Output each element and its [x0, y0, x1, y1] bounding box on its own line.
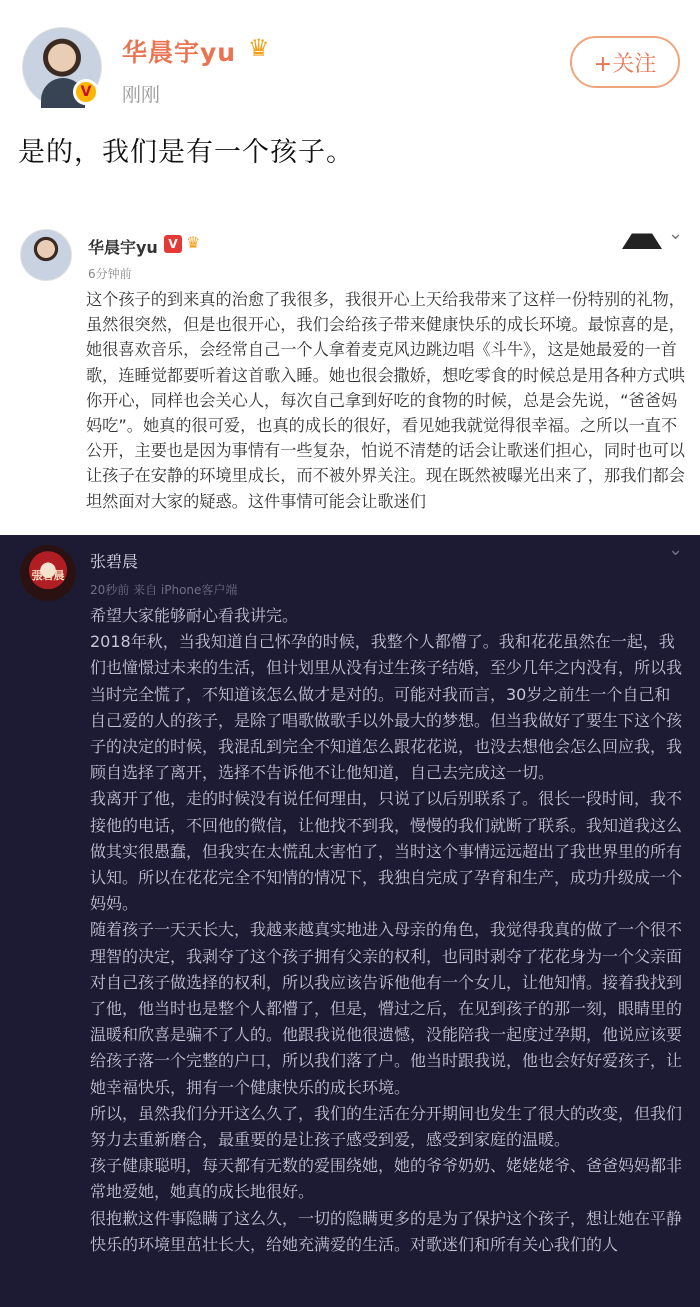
post-content [90, 603, 686, 1258]
repost-author-avatar[interactable] [20, 229, 72, 281]
crown-icon: ♛ [248, 34, 270, 62]
crown-icon: ♛ [186, 233, 201, 252]
dark-post [0, 535, 700, 1307]
chevron-down-icon[interactable]: ⌄ [668, 539, 684, 560]
post-content: 是的，我们是有一个孩子。 [18, 137, 354, 168]
paragraph: 很抱歉这件事隐瞒了这么久，一切的隐瞒更多的是为了保护这个孩子，想让她在平静快乐的环境里茁壮长大，给她充满爱的生活。对歌迷们和所有关心我们的人 [90, 1208, 683, 1254]
author-name[interactable]: 张碧晨 [90, 552, 139, 571]
paragraph: 我离开了他，走的时候没有说任何理由，只说了以后别联系了。很长一段时间，我不接他的电话，不回他的微信，让他找不到我，慢慢的我们就断了联系。我知道我这么做其实很愚蠢，但我实在太慌乱太害怕了，当时这个事情远远超出了我世界里的所有认知。所以在花花完全不知情的情况下，我独自完成了孕育和生产，成功升级成一个妈妈。 [90, 789, 683, 914]
repost-screenshot [0, 205, 700, 535]
paragraph: 随着孩子一天天长大，我越来越真实地进入母亲的角色，我觉得我真的做了一个很不理智的决定，我剥夺了这个孩子拥有父亲的权利，也同时剥夺了花花身为一个父亲面对自己孩子做选择的权利，所以我应该告诉他他有一个女儿，让他知情。接着我找到了他，他当时也是整个人都懵了，但是，懵过之后，在见到孩子的那一刻，眼睛里的温暖和欣喜是骗不了人的。他跟我说他很遗憾，没能陪我一起度过孕期，他说应该要给孩子落一个完整的户口，所以我们落了户。他当时跟我说，他也会好好爱孩子，让她幸福快乐，拥有一个健康快乐的成长环境。 [90, 920, 683, 1097]
post-time: 20秒前 来自 iPhone客户端 [90, 583, 238, 597]
chevron-down-icon[interactable]: ⌄ [668, 223, 684, 244]
paragraph: 孩子健康聪明，每天都有无数的爱围绕她，她的爷爷奶奶、姥姥姥爷、爸爸妈妈都非常地爱她，她真的成长地很好。 [90, 1156, 683, 1202]
repost-content: 这个孩子的到来真的治愈了我很多，我很开心上天给我带来了这样一份特别的礼物，虽然很突然，但是也很开心，我们会给孩子带来健康快乐的成长环境。最惊喜的是，她很喜欢音乐，会经常自己一个人拿着麦克风边跳边唱《斗牛》，这是她最爱的一首歌，连睡觉都要听着这首歌入睡。她也很会撒娇，想吃零食的时候总是用各种方式哄你开心，同样也会关心人，每次自己拿到好吃的食物的时候，总是会先说，“爸爸妈妈吃”。她真的很可爱，也真的成长的很好，看见她我就觉得很幸福。之所以一直不公开，主要也是因为事情有一些复杂，怕说不清楚的话会让歌迷们担心，同时也可以让孩子在安静的环境里成长，而不被外界关注。现在既然被曝光出来了，那我们都会坦然面对大家的疑惑。这件事情可能会让歌迷们 [86, 290, 685, 511]
repost-time: 6分钟前 [88, 267, 132, 281]
author-name[interactable]: 华晨宇yu [122, 38, 237, 67]
paragraph: 所以，虽然我们分开这么久了，我们的生活在分开期间也发生了很大的改变，但我们努力去重新磨合，最重要的是让孩子感受到爱，感受到家庭的温暖。 [90, 1103, 683, 1150]
verified-v-icon: V [73, 79, 99, 105]
author-avatar[interactable]: 張碧晨 [20, 545, 76, 601]
main-post [0, 0, 700, 205]
paragraph: 希望大家能够耐心看我讲完。 [90, 606, 299, 625]
paragraph: 2018年秋，当我知道自己怀孕的时候，我整个人都懵了。我和花花虽然在一起，我们也憧憬过未来的生活，但计划里从没有过生孩子结婚，至少几年之内没有，所以我当时完全慌了，不知道该怎么做才是对的。可能对我而言，30岁之前生一个自己和自己爱的人的孩子，是除了唱歌做歌手以外最大的梦想。但当我做好了要生下这个孩子的决定的时候，我混乱到完全不知道怎么跟花花说，也没去想他会怎么回应我，我顾自选择了离开，选择不告诉他不让他知道，自己去完成这一切。 [90, 632, 683, 783]
post-time: 刚刚 [122, 84, 161, 106]
repost-author-name[interactable]: 华晨宇yu [88, 238, 158, 257]
follow-button[interactable]: +关注 [570, 36, 680, 88]
verified-v-icon: V [164, 235, 182, 253]
figure-thumbnail-icon [622, 227, 662, 249]
